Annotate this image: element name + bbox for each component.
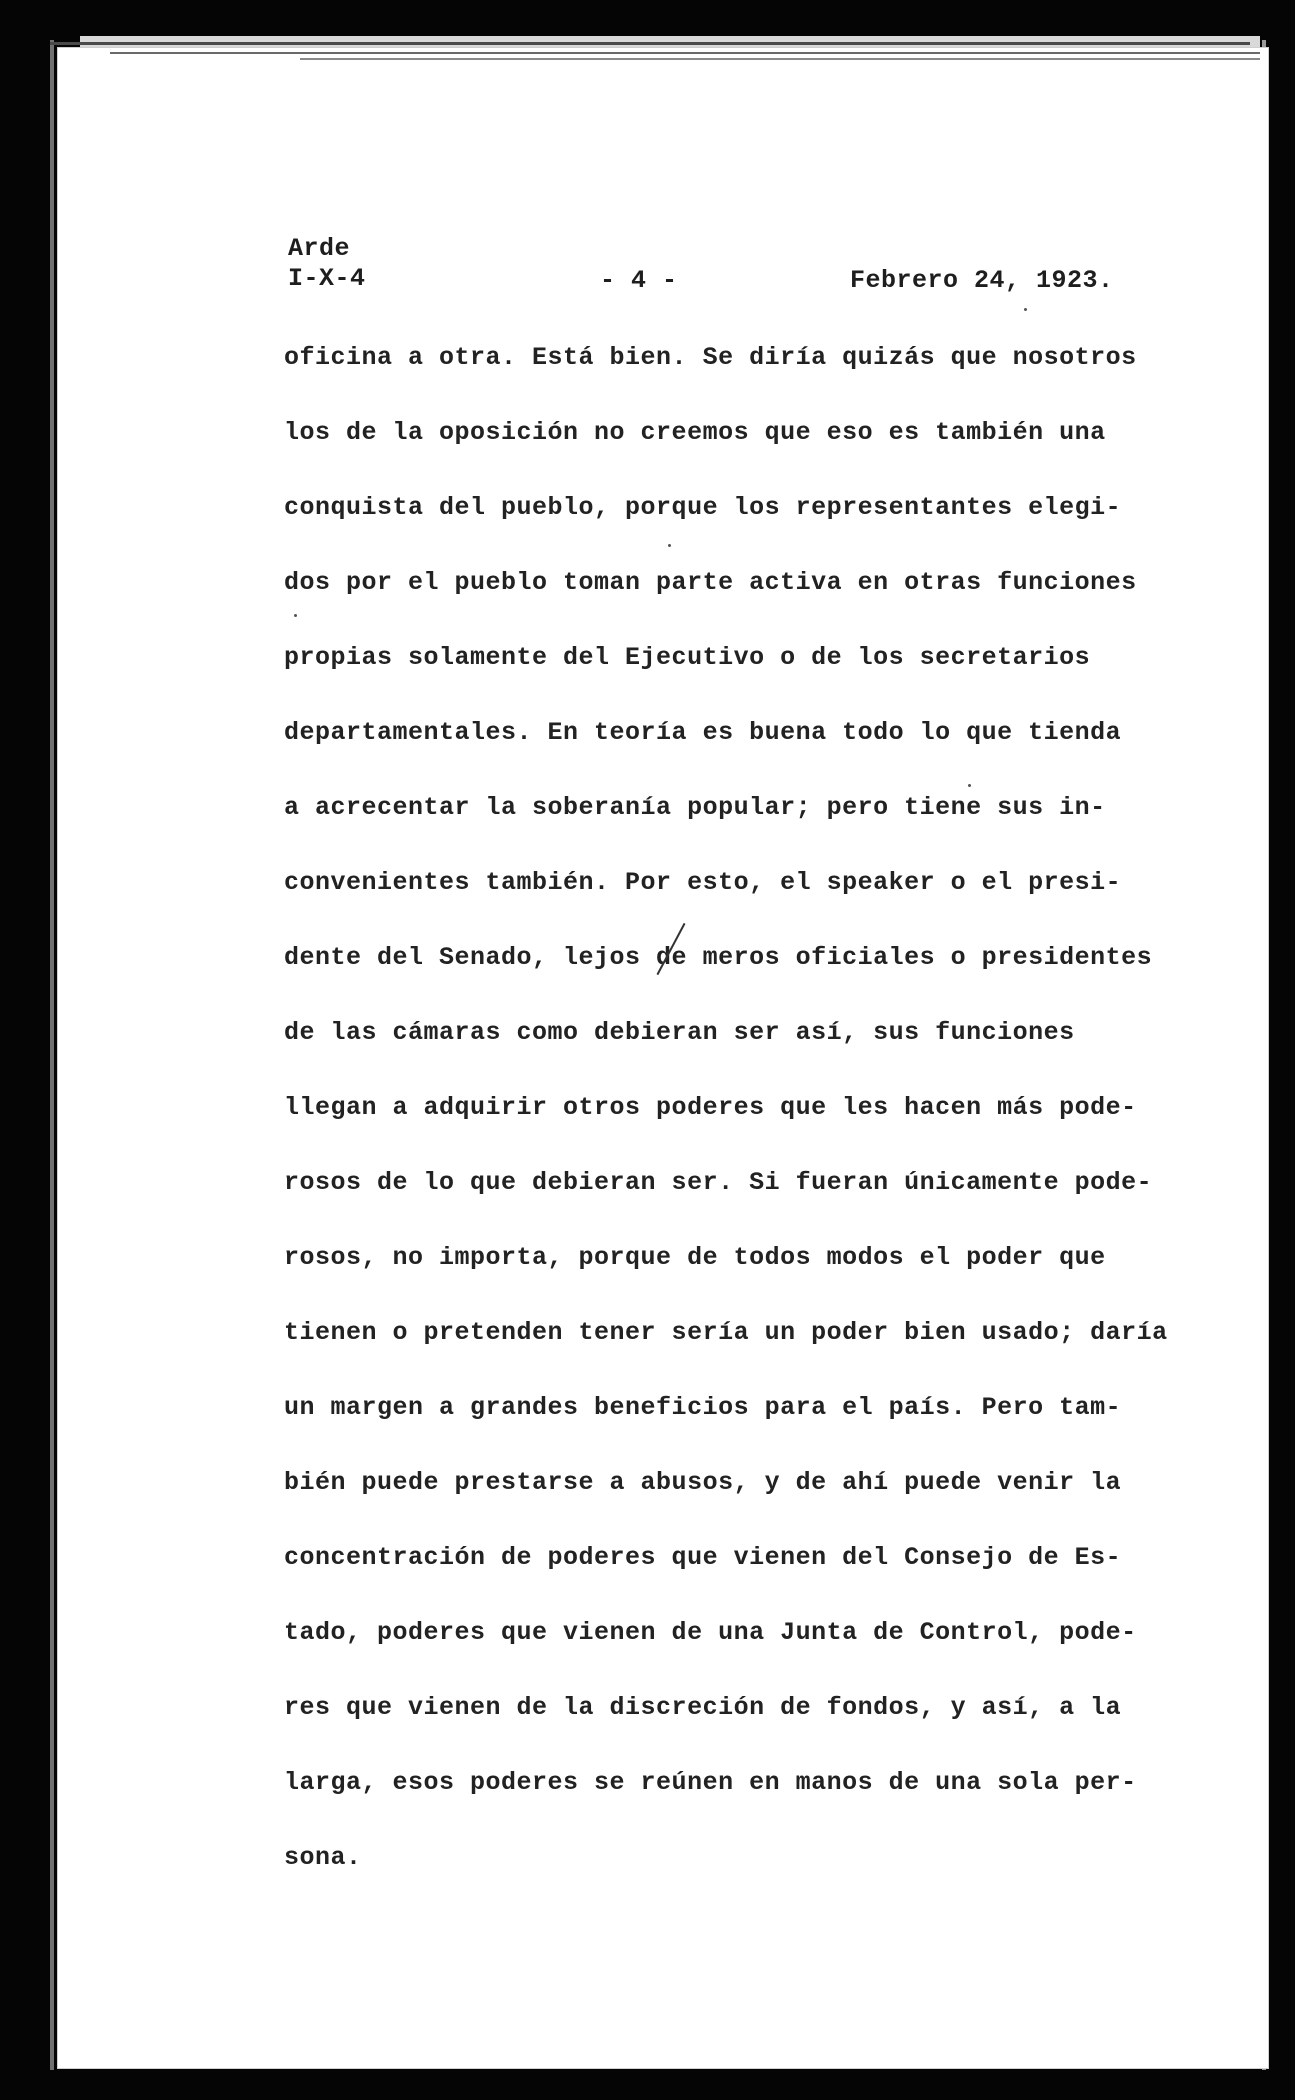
text-line: larga, esos poderes se reúnen en manos de una sola per- (284, 1768, 1137, 1797)
page-number: - 4 - (600, 266, 678, 295)
text-line: llegan a adquirir otros poderes que les hacen más pode- (284, 1093, 1137, 1122)
header-left-block (288, 234, 366, 294)
text-line: convenientes también. Por esto, el speaker o el presi- (284, 868, 1122, 897)
text-line: de las cámaras como debieran ser así, sus funciones (284, 1018, 1075, 1047)
text-line: propias solamente del Ejecutivo o de los secretarios (284, 643, 1091, 672)
text-line: un margen a grandes beneficios para el país. Pero tam- (284, 1393, 1122, 1422)
ink-speck (668, 544, 671, 547)
body-text (284, 340, 1168, 1915)
text-line: los de la oposición no creemos que eso es también una (284, 418, 1106, 447)
text-line: res que vienen de la discreción de fondos, y así, a la (284, 1693, 1122, 1722)
ink-speck (294, 614, 297, 617)
text-line: tado, poderes que vienen de una Junta de Control, pode- (284, 1618, 1137, 1647)
text-line: departamentales. En teoría es buena todo lo que tienda (284, 718, 1122, 747)
text-line: rosos, no importa, porque de todos modos el poder que (284, 1243, 1106, 1272)
text-line: tienen o pretenden tener sería un poder bien usado; daría (284, 1318, 1168, 1347)
text-line: dente del Senado, lejos de meros oficiales o presidentes (284, 943, 1153, 972)
header-name: Arde (288, 234, 351, 263)
stacked-page-edge (50, 42, 1250, 45)
text-line: concentración de poderes que vienen del Consejo de Es- (284, 1543, 1122, 1572)
header-code: I-X-4 (288, 264, 366, 293)
page-left-edge (50, 40, 54, 2070)
text-line: dos por el pueblo toman parte activa en otras funciones (284, 568, 1137, 597)
text-line: a acrecentar la soberanía popular; pero tiene sus in- (284, 793, 1106, 822)
text-line: oficina a otra. Está bien. Se diría quizás que nosotros (284, 343, 1137, 372)
text-line: rosos de lo que debieran ser. Si fueran únicamente pode- (284, 1168, 1153, 1197)
text-line: bién puede prestarse a abusos, y de ahí puede venir la (284, 1468, 1122, 1497)
document-date: Febrero 24, 1923. (850, 266, 1114, 295)
text-line: sona. (284, 1843, 362, 1872)
stacked-page-edge (300, 58, 1260, 60)
text-line: conquista del pueblo, porque los representantes elegi- (284, 493, 1122, 522)
stacked-page-edge (110, 52, 1260, 54)
ink-speck (968, 784, 971, 787)
ink-speck (1024, 308, 1027, 311)
